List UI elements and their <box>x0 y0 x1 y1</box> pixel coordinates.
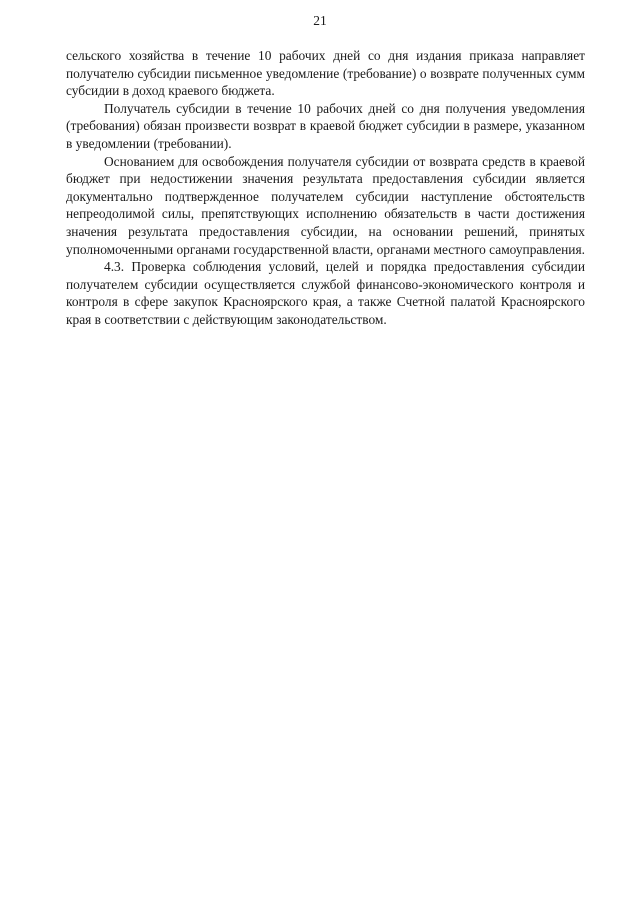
page-number: 21 <box>313 13 327 28</box>
paragraph-compliance-audit: 4.3. Проверка соблюдения условий, целей и порядка предоставления субсидии получателем субсидии осуществляется службой финансово-экономического контроля и контроля в сфере закупок Красноярского края, а также Счетной палатой Красноярского края в соответствии с действующим законодательством. <box>66 259 585 327</box>
paragraph-refund-notice: сельского хозяйства в течение 10 рабочих дней со дня издания приказа направляет получателю субсидии письменное уведомление (требование) о возврате полученных сумм субсидии в доход краевого бюджета. <box>66 48 585 99</box>
document-body <box>66 47 585 329</box>
paragraph-force-majeure-exemption: Основанием для освобождения получателя субсидии от возврата средств в краевой бюджет при недостижении значения результата предоставления субсидии является документально подтвержденное получателем субсидии наступление обстоятельств непреодолимой силы, препятствующих исполнению обязательств в части достижения значения результата предоставления субсидии, на основании решений, принятых уполномоченными органами государственной власти, органами местного самоуправления. <box>66 153 585 257</box>
paragraph-refund-obligation: Получатель субсидии в течение 10 рабочих дней со дня получения уведомления (требования) обязан произвести возврат в краевой бюджет субсидии в размере, указанном в уведомлении (требовании). <box>66 100 585 151</box>
